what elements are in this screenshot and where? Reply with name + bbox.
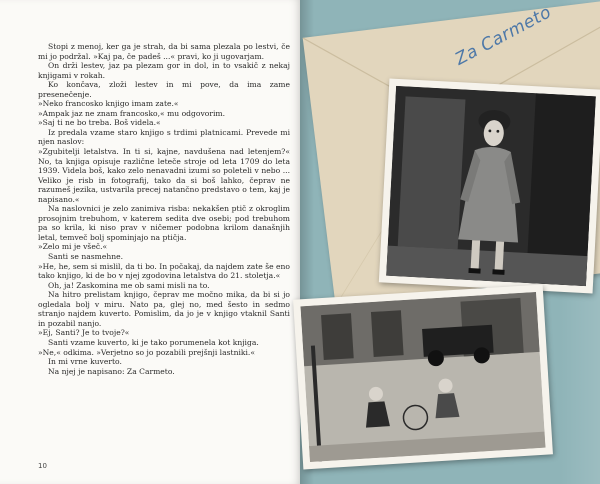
paragraph: »Zelo mi je všeč.« xyxy=(38,242,108,252)
photo-street-scene xyxy=(293,285,553,470)
paragraph: Santi se nasmehne. xyxy=(48,252,124,262)
paragraph: »Saj ti ne bo treba. Boš videla.« xyxy=(38,118,161,128)
paragraph: »Ne,« odkima. »Verjetno so jo pozabili prejšnji lastniki.« xyxy=(38,347,255,357)
paragraph: Stopi z menoj, ker ga je strah, da bi sama plezala po lestvi, če mi jo podržal. »Kaj pa, če padeš ...« pravi, ko ji ugovarjam. xyxy=(38,42,290,61)
woman-photo-image xyxy=(386,86,596,286)
paragraph: Na njej je napisano: Za Carmeto. xyxy=(48,366,175,376)
page-number: 10 xyxy=(38,462,47,470)
paragraph: On drži lestev, jaz pa plezam gor in dol, in to vsakič z nekaj knjigami v rokah. xyxy=(38,61,290,80)
paragraph: Na naslovnici je zelo zanimiva risba: nekakšen ptič z okroglim prosojnim trebuhom, v katerem sedita dve osebi; pod trebuhom pa so krila, ki niso prav v ničemer podobna krilom današnjih letal, temveč bolj spominjajo na ptičja. xyxy=(38,204,290,242)
story-text xyxy=(38,42,290,376)
paragraph: Iz predala vzame staro knjigo s trdimi platnicami. Prevede mi njen naslov: xyxy=(38,127,290,147)
street-photo-image xyxy=(300,292,545,462)
envelope-handwritten-title: Za Carmeto xyxy=(452,2,555,70)
paragraph: Ko končava, zloži lestev in mi pove, da ima zame presenečenje. xyxy=(38,80,290,99)
paragraph: »Ej, Santi? Je to tvoje?« xyxy=(38,328,130,338)
paragraph: Oh, ja! Zaskomina me ob sami misli na to. xyxy=(48,280,210,290)
paragraph: »Zgubitelji letalstva. In ti si, kajne, navdušena nad letenjem?« No, ta knjiga opisuje različne leteče stroje od leta 1709 do leta 1939. Videla boš, kako zelo nenavadni izumi so poleteli v nebo ... Veliko je risb in fotografij, tako da si boš lahko, čeprav ne razumeš jezika, ustvarila precej natančno predstavo o tem, kaj je napisano.« xyxy=(38,147,290,204)
paragraph: In mi vrne kuverto. xyxy=(48,357,122,367)
paragraph: »He, he, sem si mislil, da ti bo. In počakaj, da najdem zate še eno tako knjigo, ki de bo v njej zgodovina letalstva do 21. stoletja.« xyxy=(38,261,290,281)
paragraph: Na hitro prelistam knjigo, čeprav me močno mika, da bi si jo ogledala bolj v miru. Nato pa, glej no, med šesto in sedmo stranjo najdem kuverto. Pomislim, da jo je v knjigo vtaknil Santi in pozabil nanjo. xyxy=(38,290,290,328)
paragraph: »Ampak jaz ne znam francosko,« mu odgovorim. xyxy=(38,108,225,118)
photo-woman-in-coat xyxy=(379,79,600,294)
paragraph: Santi vzame kuverto, ki je tako porumenela kot knjiga. xyxy=(48,337,259,347)
paragraph: »Neko francosko knjigo imam zate.« xyxy=(38,99,179,109)
